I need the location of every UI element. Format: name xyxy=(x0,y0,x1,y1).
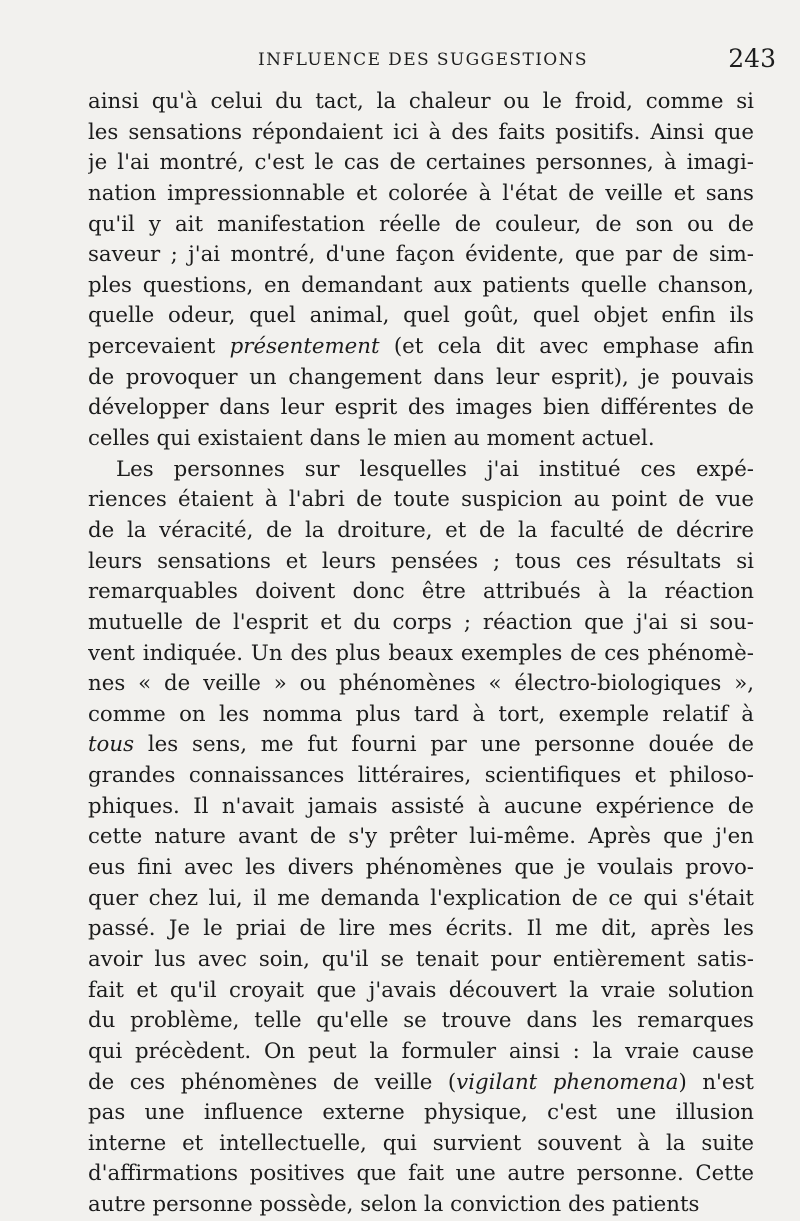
text-line: qui précèdent. On peut la formuler ainsi : la vraie cause xyxy=(88,1038,754,1064)
text-line: ples questions, en demandant aux patients quelle chanson, xyxy=(88,272,754,298)
text-line: ainsi qu'à celui du tact, la chaleur ou le froid, comme si xyxy=(88,89,754,114)
text-line: interne et intellectuelle, qui survient souvent à la suite xyxy=(88,1130,754,1156)
text-line: nation impressionnable et colorée à l'état de veille et sans xyxy=(88,180,754,206)
text-line: saveur ; j'ai montré, d'une façon évidente, que par de sim- xyxy=(88,242,754,268)
text-line: quer chez lui, il me demanda l'explication de ce qui s'était xyxy=(88,885,754,911)
text-line: percevaient présentement (et cela dit avec emphase afin xyxy=(88,334,754,360)
text-line: développer dans leur esprit des images bien différentes de xyxy=(88,395,754,421)
text-line: qu'il y ait manifestation réelle de couleur, de son ou de xyxy=(88,211,754,237)
text-line: de provoquer un changement dans leur esprit), je pouvais xyxy=(88,364,754,390)
text-line: Les personnes sur lesquelles j'ai institué ces expé- xyxy=(116,456,754,482)
italic-text: présentement xyxy=(229,334,380,360)
text-line: pas une influence externe physique, c'est une illusion xyxy=(88,1100,754,1126)
body-text xyxy=(88,87,754,1221)
text-line: cette nature avant de s'y prêter lui-même. Après que j'en xyxy=(88,824,754,850)
page-header xyxy=(0,44,800,76)
text-line: de la véracité, de la droiture, et de la faculté de décrire xyxy=(88,517,754,543)
text-line: de ces phénomènes de veille (vigilant phenomena) n'est xyxy=(88,1069,754,1095)
paragraph xyxy=(88,455,754,1221)
italic-text: tous xyxy=(88,732,135,758)
text-line: avoir lus avec soin, qu'il se tenait pour entièrement satis- xyxy=(88,946,754,972)
text-line: mutuelle de l'esprit et du corps ; réaction que j'ai si sou- xyxy=(88,609,754,635)
text-line: phiques. Il n'avait jamais assisté à aucune expérience de xyxy=(88,793,754,819)
text-line: du problème, telle qu'elle se trouve dans les remarques xyxy=(88,1008,754,1034)
text-line: riences étaient à l'abri de toute suspicion au point de vue xyxy=(88,487,754,513)
text-line: fait et qu'il croyait que j'avais découvert la vraie solution xyxy=(88,977,754,1003)
text-line: les sensations répondaient ici à des faits positifs. Ainsi que xyxy=(88,119,754,145)
page-number: 243 xyxy=(728,44,776,73)
text-line: eus fini avec les divers phénomènes que je voulais provo- xyxy=(88,855,754,881)
paragraph xyxy=(88,87,754,455)
text-line: vent indiquée. Un des plus beaux exemples de ces phénomè- xyxy=(88,640,754,666)
text-line: passé. Je le priai de lire mes écrits. Il me dit, après les xyxy=(88,916,754,942)
text-line: grandes connaissances littéraires, scientifiques et philoso- xyxy=(88,763,754,789)
text-line: d'affirmations positives que fait une autre personne. Cette xyxy=(88,1161,754,1187)
text-line: nes « de veille » ou phénomènes « électro-biologiques », xyxy=(88,671,754,697)
text-line: quelle odeur, quel animal, quel goût, quel objet enfin ils xyxy=(88,303,754,329)
text-line: tous les sens, me fut fourni par une personne douée de xyxy=(88,732,754,758)
text-line: leurs sensations et leurs pensées ; tous ces résultats si xyxy=(88,548,754,574)
text-line: celles qui existaient dans le mien au moment actuel. xyxy=(88,426,655,452)
running-title: INFLUENCE DES SUGGESTIONS xyxy=(258,50,588,70)
text-line: autre personne possède, selon la conviction des patients xyxy=(88,1192,700,1218)
italic-text: vigilant phenomena xyxy=(456,1069,679,1095)
text-line: comme on les nomma plus tard à tort, exemple relatif à xyxy=(88,701,754,727)
text-line: je l'ai montré, c'est le cas de certaines personnes, à imagi- xyxy=(88,150,754,176)
text-line: remarquables doivent donc être attribués à la réaction xyxy=(88,579,754,605)
